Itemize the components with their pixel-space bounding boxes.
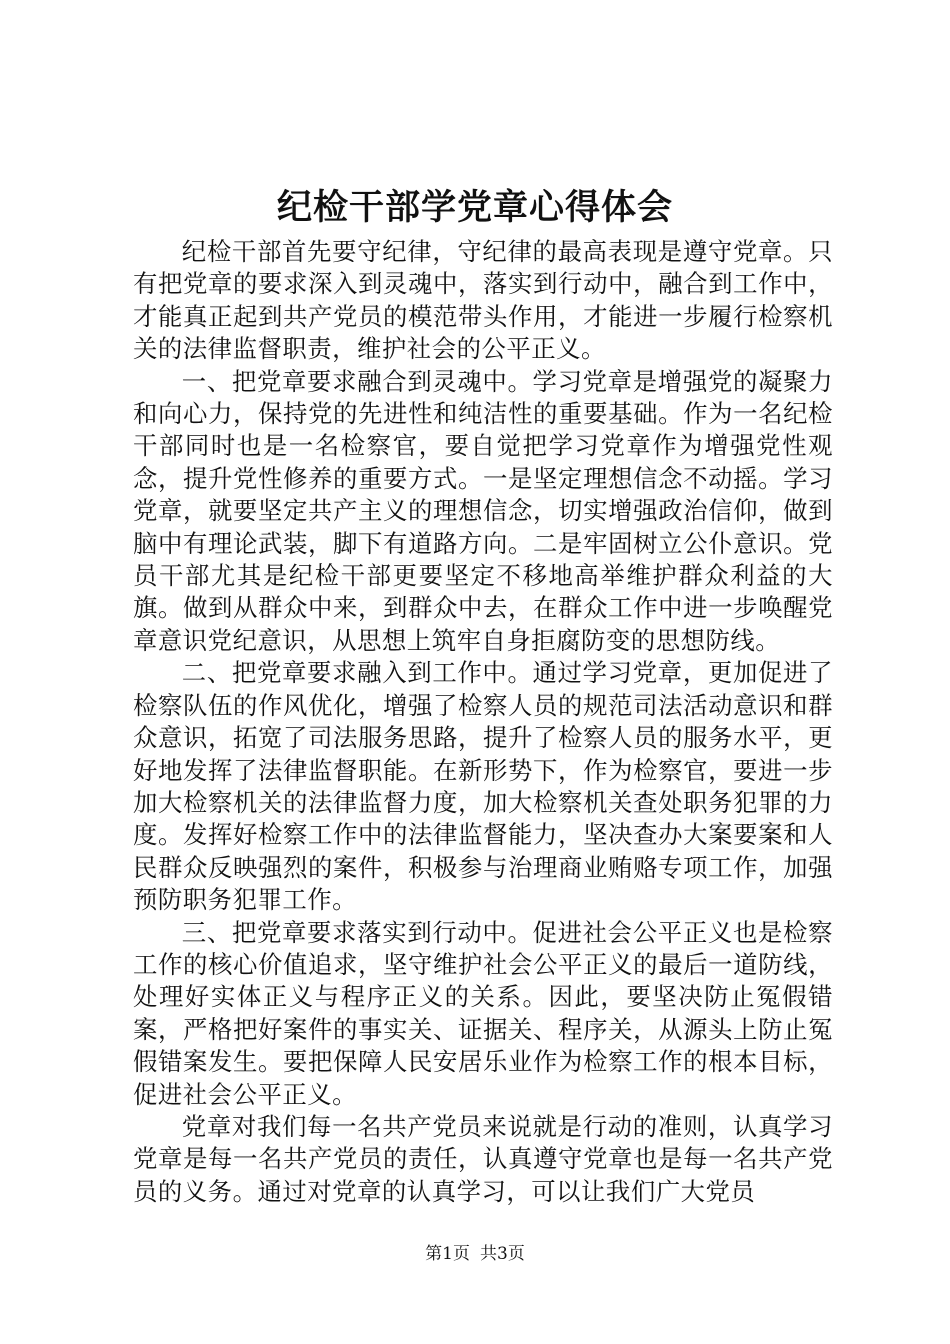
- paragraph-section-3: 三、把党章要求落实到行动中。促进社会公平正义也是检察工作的核心价值追求，坚守维护社会公平正义的最后一道防线，处理好实体正义与程序正义的关系。因此，要坚决防止冤假错案，严格把好案件的事实关、证据关、程序关，从源头上防止冤假错案发生。要把保障人民安居乐业作为检察工作的根本目标，促进社会公平正义。: [133, 917, 833, 1109]
- paragraph-section-1: 一、把党章要求融合到灵魂中。学习党章是增强党的凝聚力和向心力，保持党的先进性和纯洁性的重要基础。作为一名纪检干部同时也是一名检察官，要自觉把学习党章作为增强党性观念，提升党性修养的重要方式。一是坚定理想信念不动摇。学习党章，就要坚定共产主义的理想信念，切实增强政治信仰，做到脑中有理论武装，脚下有道路方向。二是牢固树立公仆意识。党员干部尤其是纪检干部更要坚定不移地高举维护群众利益的大旗。做到从群众中来，到群众中去，在群众工作中进一步唤醒党章意识党纪意识，从思想上筑牢自身拒腐防变的思想防线。: [133, 366, 833, 655]
- paragraph-intro: 纪检干部首先要守纪律，守纪律的最高表现是遵守党章。只有把党章的要求深入到灵魂中，落实到行动中，融合到工作中，才能真正起到共产党员的模范带头作用，才能进一步履行检察机关的法律监督职责，维护社会的公平正义。: [133, 237, 833, 364]
- page-footer: [0, 1243, 950, 1265]
- page-total: 共3页: [480, 1244, 525, 1264]
- paragraph-section-2: 二、把党章要求融入到工作中。通过学习党章，更加促进了检察队伍的作风优化，增强了检察人员的规范司法活动意识和群众意识，拓宽了司法服务思路，提升了检察人员的服务水平，更好地发挥了法律监督职能。在新形势下，作为检察官，要进一步加大检察机关的法律监督力度，加大检察机关查处职务犯罪的力度。发挥好检察工作中的法律监督能力，坚决查办大案要案和人民群众反映强烈的案件，积极参与治理商业贿赂专项工作，加强预防职务犯罪工作。: [133, 658, 833, 915]
- document-title: 纪检干部学党章心得体会: [276, 187, 673, 228]
- page-number: 第1页: [425, 1244, 470, 1264]
- paragraph-conclusion: 党章对我们每一名共产党员来说就是行动的准则，认真学习党章是每一名共产党员的责任，认真遵守党章也是每一名共产党员的义务。通过对党章的认真学习，可以让我们广大党员: [133, 1111, 833, 1206]
- document-body: [133, 236, 833, 1208]
